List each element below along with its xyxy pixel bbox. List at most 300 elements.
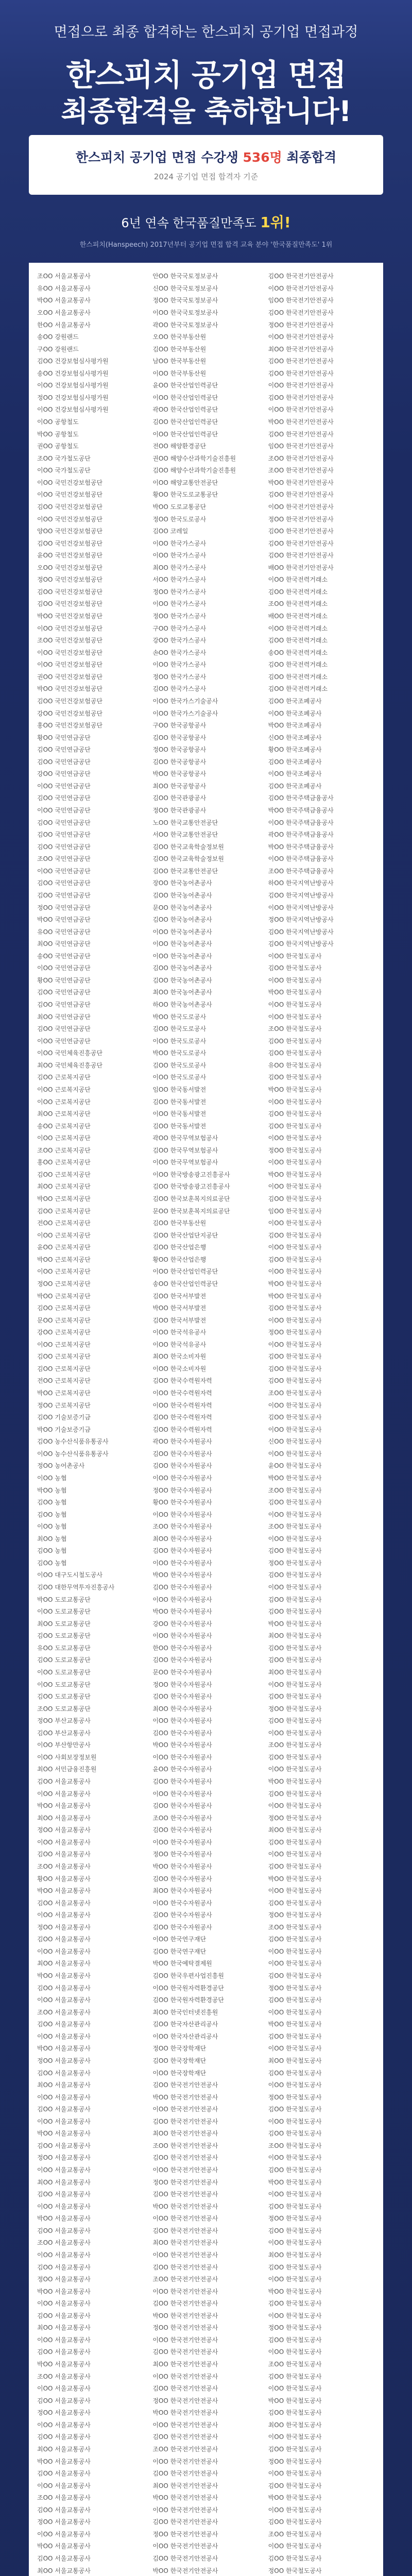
- result-cell: 김OO 한국철도공사: [268, 1365, 322, 1372]
- result-cell: 김OO 한국장학재단: [152, 2057, 207, 2064]
- result-cell: 이OO 한국조폐공사: [268, 770, 322, 778]
- table-row: [37, 2443, 375, 2455]
- result-cell: 이OO 한국전기안전공사: [152, 2372, 218, 2380]
- result-cell: 이OO 한국산업인력공단: [152, 394, 218, 401]
- result-cell: 문OO 한국농어촌공사: [152, 904, 212, 911]
- result-cell: 김OO 서울교통공사: [37, 2397, 91, 2404]
- table-row: [37, 938, 375, 950]
- result-cell: 최OO 한국전기안전공사: [152, 2130, 218, 2138]
- table-row: [37, 2273, 375, 2285]
- result-cell: 이OO 한국전기안전공사: [152, 2421, 218, 2429]
- table-row: [37, 1302, 375, 1314]
- result-cell: 김OO 한국철도공사: [268, 1936, 322, 1943]
- result-cell: 이OO 한국철도공사: [268, 1183, 322, 1191]
- table-row: [37, 307, 375, 319]
- result-cell: 김OO 한국철도공사: [268, 1596, 322, 1603]
- result-cell: 최OO 한국농어촌공사: [152, 989, 212, 996]
- result-cell: 정OO 한국공항공사: [152, 746, 207, 754]
- result-cell: 박OO 서울교통공사: [37, 1802, 91, 1810]
- result-cell: 정OO 한국철도공사: [268, 1705, 322, 1713]
- result-cell: 정OO 근로복지공단: [37, 1401, 91, 1409]
- result-cell: 김OO 서울교통공사: [37, 1936, 91, 1943]
- result-cell: 이OO 부산항만공사: [37, 1741, 91, 1749]
- result-cell: 김OO 한국전기안전공사: [268, 273, 334, 280]
- result-cell: 김OO 한국전기안전공사: [268, 491, 334, 499]
- result-count: 536명: [243, 150, 282, 165]
- result-cell: 김OO 한국방송광고진흥공사: [152, 1183, 230, 1191]
- result-cell: 김OO 한국철도공사: [268, 2372, 322, 2380]
- result-cell: 김OO 대한무역투자진흥공사: [37, 1584, 115, 1591]
- result-cell: 이OO 한국철도공사: [268, 976, 322, 984]
- table-row: [37, 950, 375, 962]
- result-cell: 김OO 한국관광공사: [152, 794, 207, 802]
- result-cell: 이OO 한국주택금융공사: [268, 819, 334, 826]
- table-row: [37, 865, 375, 877]
- result-cell: 박OO 한국조폐공사: [268, 722, 322, 730]
- result-cell: 임OO 한국전기안전공사: [268, 297, 334, 304]
- result-cell: 최OO 한국철도공사: [268, 2057, 322, 2064]
- result-cell: 김OO 국민건강보험공단: [37, 697, 103, 705]
- result-cell: 조OO 한국전기안전공사: [152, 2445, 218, 2453]
- table-row: [37, 1144, 375, 1157]
- result-cell: 이OO 서울교통공사: [37, 2482, 91, 2489]
- result-cell: 이OO 한국가스공사: [152, 539, 207, 547]
- table-row: [37, 974, 375, 987]
- result-cell: 박OO 한국철도공사: [268, 1474, 322, 1482]
- result-cell: 송OO 강원랜드: [37, 333, 79, 341]
- result-cell: 김OO 서울교통공사: [37, 2433, 91, 2441]
- result-cell: 김OO 한국원자력환경공단: [152, 1996, 224, 2004]
- result-cell: 이OO 한국주택금융공사: [268, 855, 334, 863]
- result-cell: 임OO 한국철도공사: [268, 1207, 322, 1215]
- table-row: [37, 1654, 375, 1666]
- table-row: [37, 1909, 375, 1921]
- result-cell: 이OO 한국전기안전공사: [152, 2215, 218, 2223]
- table-row: [37, 913, 375, 926]
- result-cell: 이OO 농수산식품유통공사: [37, 1450, 109, 1458]
- result-cell: 곽OO 한국국토정보공사: [152, 321, 218, 329]
- result-cell: 장OO 한국농어촌공사: [152, 879, 212, 887]
- table-row: [37, 1180, 375, 1193]
- result-cell: 김OO 서울교통공사: [37, 1899, 91, 1907]
- result-cell: 이OO 한국철도공사: [268, 2239, 322, 2247]
- result-cell: 최OO 국민연금공단: [37, 1013, 91, 1021]
- table-row: [37, 2030, 375, 2043]
- result-cell: 이OO 서울교통공사: [37, 2093, 91, 2101]
- table-row: [37, 1630, 375, 1642]
- result-cell: 조OO 서울교통공사: [37, 2372, 91, 2380]
- result-cell: 임OO 한국동서발전: [152, 1086, 207, 1093]
- result-cell: 김OO 근로복지공단: [37, 1304, 91, 1312]
- result-cell: 김OO 한국수자원공사: [152, 1875, 212, 1883]
- result-cell: 이OO 한국철도공사: [268, 1887, 322, 1895]
- result-cell: 정OO 한국장학재단: [152, 2045, 207, 2053]
- result-cell: 조OO 서울교통공사: [37, 1862, 91, 1870]
- result-cell: 조OO 한국수자원공사: [152, 1523, 212, 1531]
- result-cell: 박OO 근로복지공단: [37, 1292, 91, 1300]
- result-cell: 이OO 한국철도공사: [268, 1584, 322, 1591]
- table-row: [37, 2504, 375, 2516]
- result-cell: 김OO 한국철도공사: [268, 2300, 322, 2308]
- result-cell: 김OO 한국철도공사: [268, 2409, 322, 2417]
- table-row: [37, 828, 375, 841]
- hero-subtitle: 최종합격을 축하합니다!: [61, 95, 351, 128]
- result-cell: 이OO 한국철도공사: [268, 1729, 322, 1737]
- result-cell: 최OO 한국수자원공사: [152, 1887, 212, 1895]
- table-row: [37, 1970, 375, 1982]
- result-cell: 이OO 한국철도공사: [268, 2154, 322, 2162]
- result-cell: 이OO 한국수자원공사: [152, 1838, 212, 1846]
- result-cell: 이OO 한국전기안전공사: [152, 2543, 218, 2550]
- result-cell: 정OO 한국전기안전공사: [268, 515, 334, 523]
- result-cell: 이OO 한국부동산원: [152, 369, 207, 377]
- table-row: [37, 780, 375, 792]
- table-row: [37, 1872, 375, 1885]
- table-row: [37, 695, 375, 707]
- result-cell: 박OO 도로교통공단: [37, 1596, 91, 1603]
- table-row: [37, 1727, 375, 1739]
- table-row: [37, 1326, 375, 1338]
- table-row: [37, 1860, 375, 1873]
- result-cell: 이OO 한국철도공사: [268, 1134, 322, 1142]
- result-cell: 최OO 근로복지공단: [37, 1110, 91, 1118]
- result-cell: 이OO 한국철도공사: [268, 2385, 322, 2393]
- table-row: [37, 1605, 375, 1618]
- result-cell: 이OO 한국철도공사: [268, 2081, 322, 2089]
- result-cell: 이OO 한국철도공사: [268, 2433, 322, 2441]
- result-cell: 정OO 한국수자원공사: [152, 1486, 212, 1494]
- result-cell: 조OO 한국철도공사: [268, 2361, 322, 2368]
- table-row: [37, 2042, 375, 2055]
- result-cell: 이OO 근로복지공단: [37, 1268, 91, 1276]
- table-row: [37, 2055, 375, 2067]
- table-row: [37, 2115, 375, 2128]
- result-cell: 조OO 한국철도공사: [268, 1025, 322, 1033]
- result-cell: 김OO 국민연금공단: [37, 989, 91, 996]
- table-row: [37, 1460, 375, 1472]
- result-cell: 서OO 한국교통안전공단: [152, 831, 218, 839]
- table-row: [37, 731, 375, 743]
- result-cell: 김OO 한국철도공사: [268, 1656, 322, 1664]
- result-cell: 김OO 한국전기안전공사: [268, 394, 334, 401]
- table-row: [37, 1751, 375, 1764]
- result-cell: 김OO 국민연금공단: [37, 879, 91, 887]
- result-cell: 이OO 서울교통공사: [37, 2202, 91, 2210]
- table-row: [37, 962, 375, 974]
- result-cell: 이OO 서울교통공사: [37, 1838, 91, 1846]
- table-row: [37, 343, 375, 355]
- result-cell: 김OO 한국전기안전공사: [152, 2300, 218, 2308]
- result-cell: 문OO 근로복지공단: [37, 1316, 91, 1324]
- result-cell: 유OO 서울교통공사: [37, 284, 91, 292]
- result-cell: 박OO 한국철도공사: [268, 1086, 322, 1093]
- result-cell: 김OO 한국철도공사: [268, 2336, 322, 2344]
- table-row: [37, 2249, 375, 2261]
- result-cell: 박OO 한국철도공사: [268, 1778, 322, 1786]
- result-cell: 이OO 한국철도공사: [268, 1851, 322, 1858]
- result-cell: 구OO 강원랜드: [37, 345, 79, 353]
- result-cell: 박OO 공항철도: [37, 430, 79, 438]
- result-cell: 정OO 농어촌공사: [37, 1462, 85, 1470]
- table-row: [37, 488, 375, 501]
- result-cell: 정OO 한국국토정보공사: [152, 297, 218, 304]
- table-row: [37, 1690, 375, 1703]
- table-row: [37, 1083, 375, 1096]
- result-cell: 박OO 한국철도공사: [268, 1280, 322, 1287]
- table-row: [37, 1715, 375, 1727]
- table-row: [37, 586, 375, 598]
- result-cell: 정OO 건강보험심사평가원: [37, 394, 109, 401]
- result-cell: 김OO 서울교통공사: [37, 2312, 91, 2319]
- result-cell: 김OO 한국지역난방공사: [268, 940, 334, 948]
- table-row: [37, 2103, 375, 2115]
- result-cell: 박OO 농협: [37, 1486, 67, 1494]
- result-cell: 김OO 서울교통공사: [37, 2021, 91, 2028]
- result-cell: 김OO 한국철도공사: [268, 1377, 322, 1385]
- result-cell: 김OO 한국전기안전공사: [152, 2518, 218, 2526]
- result-cell: 이OO 한국수력원자력: [152, 1389, 212, 1397]
- result-cell: 이OO 한국무역보험공사: [152, 1159, 218, 1166]
- satisfaction-rank: 1위!: [260, 214, 291, 231]
- table-row: [37, 403, 375, 416]
- table-row: [37, 2552, 375, 2565]
- result-cell: 김OO 국민연금공단: [37, 1025, 91, 1033]
- result-cell: 김OO 한국철도공사: [268, 1753, 322, 1761]
- result-cell: 김OO 서울교통공사: [37, 2106, 91, 2113]
- result-note: 2024 공기업 면접 합격자 기준: [153, 172, 259, 181]
- result-cell: 배OO 한국전력거래소: [268, 613, 328, 620]
- result-cell: 이OO 한국전기안전공사: [268, 333, 334, 341]
- result-cell: 정OO 한국철도공사: [268, 1559, 322, 1567]
- result-cell: 김OO 한국철도공사: [268, 2069, 322, 2077]
- result-cell: 이OO 도로교통공단: [37, 1668, 91, 1676]
- result-cell: 유OO 도로교통공단: [37, 1644, 91, 1652]
- result-cell: 곽OO 한국수자원공사: [152, 1438, 212, 1446]
- table-row: [37, 2261, 375, 2273]
- result-cell: 조OO 한국전기안전공사: [152, 2142, 218, 2149]
- result-cell: 최OO 서울교통공사: [37, 2178, 91, 2186]
- result-cell: 이OO 한국농어촌공사: [152, 952, 212, 960]
- result-cell: 최OO 서울교통공사: [37, 1814, 91, 1822]
- table-row: [37, 2564, 375, 2576]
- result-cell: 이OO 한국자산관리공사: [152, 2032, 218, 2040]
- table-row: [37, 1253, 375, 1266]
- result-cell: 박OO 서울교통공사: [37, 2287, 91, 2295]
- table-row: [37, 610, 375, 622]
- result-cell: 이OO 한국수자원공사: [152, 1899, 212, 1907]
- table-row: [37, 2176, 375, 2188]
- table-row: [37, 2346, 375, 2358]
- result-cell: 유OO 한국철도공사: [268, 1061, 322, 1069]
- result-cell: 김OO 근로복지공단: [37, 1365, 91, 1372]
- result-cell: 이OO 건강보험심사평가원: [37, 382, 109, 389]
- result-cell: 이OO 한국석유공사: [152, 1329, 207, 1336]
- result-cell: 김OO 한국철도공사: [268, 1717, 322, 1725]
- result-cell: 김OO 한국전기안전공사: [152, 2117, 218, 2125]
- table-row: [37, 1278, 375, 1290]
- table-row: [37, 756, 375, 768]
- result-cell: 이OO 한국철도공사: [268, 1401, 322, 1409]
- result-cell: 이OO 서울교통공사: [37, 2032, 91, 2040]
- result-cell: 김OO 한국수자원공사: [152, 1462, 212, 1470]
- table-row: [37, 1132, 375, 1144]
- result-cell: 황OO 국민연금공단: [37, 734, 91, 741]
- result-cell: 박OO 한국철도공사: [268, 1171, 322, 1178]
- result-cell: 조OO 서울교통공사: [37, 2008, 91, 2016]
- result-cell: 한OO 서울교통공사: [37, 321, 91, 329]
- result-cell: 김OO 한국공항공사: [152, 734, 207, 741]
- table-row: [37, 2419, 375, 2431]
- satisfaction-line: [0, 211, 412, 232]
- result-cell: 김OO 한국도로공사: [152, 1061, 207, 1069]
- table-row: [37, 2297, 375, 2310]
- result-cell: 김OO 한국철도공사: [268, 2106, 322, 2113]
- table-row: [37, 1484, 375, 1496]
- table-row: [37, 1666, 375, 1679]
- result-cell: 김OO 한국철도공사: [268, 2227, 322, 2234]
- result-cell: 김OO 농협: [37, 1547, 67, 1555]
- table-row: [37, 1350, 375, 1363]
- results-table: [29, 263, 383, 2576]
- table-row: [37, 2018, 375, 2030]
- table-row: [37, 355, 375, 367]
- result-title-prefix: 한스피치 공기업 면접 수강생: [75, 150, 243, 165]
- result-cell: 정OO 서울교통공사: [37, 2518, 91, 2526]
- result-cell: 이OO 한국철도공사: [268, 2470, 322, 2478]
- result-cell: 김OO 한국철도공사: [268, 1693, 322, 1701]
- result-cell: 송OO 한국산업인력공단: [152, 1280, 218, 1287]
- table-row: [37, 1569, 375, 1581]
- result-cell: 김OO 한국전기안전공사: [152, 2348, 218, 2356]
- table-row: [37, 477, 375, 489]
- result-cell: 이OO 한국철도공사: [268, 1511, 322, 1518]
- table-row: [37, 671, 375, 683]
- result-cell: 조OO 한국주택금융공사: [268, 867, 334, 875]
- result-cell: 최OO 서울교통공사: [37, 2445, 91, 2453]
- table-row: [37, 1290, 375, 1302]
- result-cell: 조OO 한국전기안전공사: [268, 467, 334, 474]
- table-row: [37, 1921, 375, 1934]
- table-row: [37, 1071, 375, 1083]
- result-cell: 김OO 서울교통공사: [37, 2263, 91, 2271]
- result-cell: 노OO 한국교통안전공단: [152, 819, 218, 826]
- result-cell: 이OO 한국철도공사: [268, 1244, 322, 1251]
- result-cell: 전OO 해양환경공단: [152, 443, 207, 450]
- table-row: [37, 1617, 375, 1630]
- result-cell: 이OO 한국수자원공사: [152, 1511, 212, 1518]
- result-cell: 최OO 한국수자원공사: [152, 1535, 212, 1543]
- result-cell: 문OO 한국수자원공사: [152, 1668, 212, 1676]
- table-row: [37, 2406, 375, 2419]
- result-cell: 김OO 한국전기안전공사: [152, 2154, 218, 2162]
- result-cell: 이OO 한국수자원공사: [152, 1474, 212, 1482]
- result-cell: 이OO 한국방송광고진흥공사: [152, 1171, 230, 1178]
- result-cell: 김OO 한국수자원공사: [152, 1656, 212, 1664]
- hero-title: 한스피치 공기업 면접: [66, 57, 346, 93]
- result-cell: 박OO 한국주택금융공사: [268, 807, 334, 815]
- result-cell: 김OO 한국철도공사: [268, 2263, 322, 2271]
- result-cell: 최OO 서울교통공사: [37, 2324, 91, 2332]
- result-cell: 이OO 국민건강보험공단: [37, 515, 103, 523]
- table-row: [37, 707, 375, 719]
- result-cell: 유OO 국민연금공단: [37, 928, 91, 936]
- result-cell: 김OO 한국수력원자력: [152, 1426, 212, 1433]
- table-row: [37, 1775, 375, 1788]
- result-cell: 정OO 서울교통공사: [37, 1923, 91, 1931]
- table-row: [37, 2164, 375, 2176]
- table-row: [37, 2382, 375, 2395]
- result-cell: 조OO 서울교통공사: [37, 2239, 91, 2247]
- result-cell: 강OO 국민건강보험공단: [37, 709, 103, 717]
- table-row: [37, 537, 375, 549]
- result-cell: 박OO 서울교통공사: [37, 2543, 91, 2550]
- table-row: [37, 2516, 375, 2528]
- result-cell: 윤OO 한국수자원공사: [152, 1766, 212, 1773]
- table-row: [37, 1435, 375, 1448]
- result-cell: 김OO 한국전기안전공사: [152, 2470, 218, 2478]
- table-row: [37, 1095, 375, 1108]
- result-cell: 이OO 서울교통공사: [37, 1996, 91, 2004]
- result-cell: 조OO 국민건강보험공단: [37, 637, 103, 645]
- result-cell: 김OO 한국철도공사: [268, 1547, 322, 1555]
- result-cell: 정OO 한국전기안전공사: [152, 2397, 218, 2404]
- table-row: [37, 1010, 375, 1023]
- result-cell: 김OO 한국전기안전공사: [152, 2081, 218, 2089]
- result-cell: 박OO 한국전기안전공사: [152, 2494, 218, 2502]
- result-cell: 이OO 국민건강보험공단: [37, 649, 103, 656]
- result-cell: 이OO 한국철도공사: [268, 1219, 322, 1227]
- result-cell: 박OO 도로교통공단: [152, 503, 207, 511]
- result-cell: 박OO 한국철도공사: [268, 989, 322, 996]
- result-cell: 김OO 건강보험심사평가원: [37, 358, 109, 365]
- result-cell: 김OO 한국철도공사: [268, 1499, 322, 1506]
- result-cell: 이OO 한국수자원공사: [152, 1753, 212, 1761]
- result-cell: 정OO 서울교통공사: [37, 2409, 91, 2417]
- table-row: [37, 634, 375, 647]
- satisfaction-banner: [0, 211, 412, 249]
- result-cell: 김OO 근로복지공단: [37, 1074, 91, 1081]
- result-cell: 신OO 한국철도공사: [268, 1438, 322, 1446]
- hero-subhead: 면접으로 최종 합격하는 한스피치 공기업 면접과정: [54, 24, 358, 40]
- result-cell: 김OO 한국수자원공사: [152, 1729, 212, 1737]
- result-cell: 김OO 한국지역난방공사: [268, 891, 334, 899]
- table-row: [37, 2188, 375, 2200]
- result-cell: 최OO 한국철도공사: [268, 1826, 322, 1834]
- result-cell: 김OO 기술보증기금: [37, 1414, 91, 1421]
- table-row: [37, 270, 375, 282]
- result-cell: 최OO 서울교통공사: [37, 2081, 91, 2089]
- result-cell: 김OO 서울교통공사: [37, 2470, 91, 2478]
- table-row: [37, 2455, 375, 2467]
- table-row: [37, 2431, 375, 2443]
- result-cell: 강OO 한국가스공사: [152, 637, 207, 645]
- result-cell: 박OO 한국수자원공사: [152, 1741, 212, 1749]
- result-cell: 김OO 한국철도공사: [268, 1838, 322, 1846]
- result-cell: 정OO 부산교통공사: [37, 1717, 91, 1725]
- result-cell: 이OO 근로복지공단: [37, 1098, 91, 1106]
- result-cell: 김OO 서울교통공사: [37, 1851, 91, 1858]
- result-cell: 정OO 한국철도공사: [268, 2093, 322, 2101]
- result-cell: 하OO 한국지역난방공사: [268, 879, 334, 887]
- result-cell: 김OO 한국전기안전공사: [152, 2385, 218, 2393]
- result-cell: 조OO 도로교통공단: [37, 1705, 91, 1713]
- table-row: [37, 1314, 375, 1326]
- table-row: [37, 1836, 375, 1849]
- result-cell: 박OO 한국수자원공사: [152, 1608, 212, 1616]
- result-cell: 이OO 한국전기안전공사: [152, 2458, 218, 2465]
- result-cell: 홍OO 국민건강보험공단: [37, 722, 103, 730]
- result-cell: 정OO 한국전기안전공사: [152, 2324, 218, 2332]
